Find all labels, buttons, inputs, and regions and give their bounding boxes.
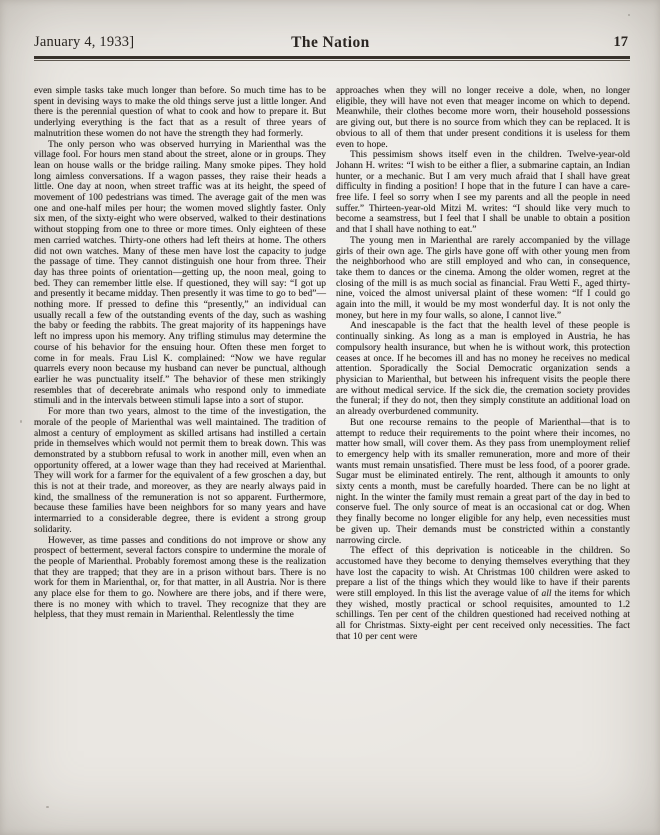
paragraph-text: the items for which they wished, mostly practical or school requisites, amounted to 1.2 schillings. Ten per cent of the children questioned had received nothing at all for Christmas. Sixty-eight per cent received only necessities. The fact that 10 per cent were: [336, 589, 630, 642]
header-rule-thick: [34, 56, 630, 59]
right-column: [336, 86, 630, 643]
paragraph: But one recourse remains to the people of Marienthal—that is to attempt to reduce their requirements to the point where their incomes, no matter how small, will cover them. As they pass from unemployment relief to emergency help with its smaller remuneration, more and more of their wants must remain unsatisfied. There must be less food, of a poorer grade. Sugar must be eliminated entirely. The rent, although it amounts to only sixty cents a month, must be carefully hoarded. There can be no light at night. In the winter the family must remain a great part of the day in bed to conserve fuel. The only source of meat is an occasional cat or dog. When they finally become no longer eligible for any help, even necessities must be given up. Their demands must be constricted within a constantly narrowing circle.: [336, 417, 630, 546]
text-columns: [34, 86, 630, 643]
scan-speck: [20, 420, 22, 423]
scan-speck: [46, 806, 49, 808]
paragraph: And inescapable is the fact that the health level of these people is continually sinking. As long as a man is employed in Austria, he has compulsory health insurance, but when he is without work, this protection ceases at once. If he becomes ill and has no money he receives no medical attention. Sporadically the Social Democratic organization sends a physician to Marienthal, but between his infrequent visits the people there are without medical service. If the sick die, the cremation society provides the funeral; if they do not, then they simply constitute an additional load on an already overburdened community.: [336, 321, 630, 418]
scan-speck: [628, 14, 630, 16]
left-column: [34, 86, 326, 643]
paragraph: even simple tasks take much longer than before. So much time has to be spent in devising ways to make the old things serve just a little longer. And there is the perennial question of what to cook and how to prepare it. But underlying everything is the fact that as a result of three years of malnutrition these women do not have the strength they had formerly.: [34, 86, 326, 139]
paragraph: [336, 546, 630, 642]
header-rule-thin: [34, 60, 630, 61]
paragraph: For more than two years, almost to the time of the investigation, the morale of the people of Marienthal was well maintained. The tradition of almost a century of employment as skilled artisans had instilled a certain pride in themselves which would not permit them to break down. This was demonstrated by a stubborn refusal to work in another mill, even when an opportunity offered, at a lower wage than they had received at Marienthal. They will work for a farmer for the equivalent of a few groschen a day, but this is not at their trade, and moreover, as they are nearly always paid in kind, the smallness of the remuneration is not so apparent. Furthermore, because these families have been neighbors for so many years and have intermarried to a considerable degree, there is evident a strong group solidarity.: [34, 407, 326, 535]
page-header: [34, 34, 630, 54]
paragraph: The young men in Marienthal are rarely accompanied by the village girls of their own age. The girls have gone off with other young men from the neighborhood who are still employed and who can, in consequence, take them to dances or the cinema. Among the older women, regret at the closing of the mill is as much social as financial. Frau Wetti F., aged thirty-nine, voiced the almost universal plaint of these women: “If I could go again into the mill, it would be my most wonderful day. It is not only the money, but here in my four walls, so alone, I cannot live.”: [336, 235, 630, 321]
issue-date: January 4, 1933]: [34, 34, 135, 50]
page-number: 17: [613, 34, 628, 50]
paragraph: This pessimism shows itself even in the children. Twelve-year-old Johann H. writes: “I wish to be either a flier, a submarine captain, an Indian hunter, or a mechanic. But I am very much afraid that I shall have great difficulty in finding a position! I hope that in the future I can have a care-free life. I feel so sorry when I see my parents and all the people in need suffer.” Thirteen-year-old Mitzi M. writes: “I should like very much to become a seamstress, but I feel that I shall be unable to obtain a position and that I shall have nothing to eat.”: [336, 150, 630, 236]
paragraph-text: The effect of this deprivation is noticeable in the children. So accustomed have they become to denying themselves everything that they have lost the capacity to wish. At Christmas 100 children were asked to prepare a list of the things which they would like to have if their parents were still employed. In this list the average value of: [336, 546, 630, 600]
paragraph: However, as time passes and conditions do not improve or show any prospect of betterment, several factors conspire to undermine the morale of the people of Marienthal. Probably foremost among these is the realization that they are trapped; that they are in a prison without bars. There is no work for them in Marienthal, or, for that matter, in all Austria. Nor is there any place else for them to go. Nowhere are there jobs, and if there were, there is no money with which to travel. They recognize that they are helpless, that they must remain in Marienthal. Relentlessly the time: [34, 535, 326, 621]
journal-title: The Nation: [291, 34, 370, 51]
paragraph: approaches when they will no longer receive a dole, when, no longer eligible, they will have not even that meager income on which to depend. Meanwhile, their clothes become more worn, their household possessions are giving out, but there is no source from which they can be replaced. It is obvious to all of them that under present conditions it is useless for them even to hope.: [336, 86, 630, 150]
italic-word: all: [541, 589, 552, 600]
paragraph: The only person who was observed hurrying in Marienthal was the village fool. For hours men stand about the street, alone or in groups. They lean on house walls or the bridge railing. Many smoke pipes. They hold long aimless conversations. If a wagon passes, they raise their heads a little. One day at noon, when street traffic was at its height, the speed of movement of 100 pedestrians was timed. The average gait of the men was one and one-half miles per hour; the women moved slightly faster. Only six men, of the sixty-eight who were observed, walked to their destinations without stopping from one to three or more times. Only eighteen of these men carried watches. Thirty-one others had left theirs at home. The others did not own watches. Many of these men have lost the capacity to judge the passage of time. They cannot distinguish one hour from three. Their day has three points of orientation—getting up, the noon meal, going to bed. They can remember little else. If questioned, they will say: “I got up and presently it became midday. Then presently it was time to go to bed”—nothing more. If pressed to define this “presently,” an individual can usually recall a few of the outstanding events of the day, such as washing the baby or feeding the rabbits. The great majority of its happenings have left no impress upon his memory. Any trifling stimulus may determine the course of his behavior for the ensuing hour. Often these men forget to come in for meals. Frau Lisl K. complained: “Now we have regular quarrels every noon because my husband can never be punctual, although earlier he was punctuality itself.” The behavior of these men strikingly resembles that of decerebrate animals who respond only to immediate stimuli and in the intervals between stimuli lapse into a sort of stupor.: [34, 139, 326, 407]
